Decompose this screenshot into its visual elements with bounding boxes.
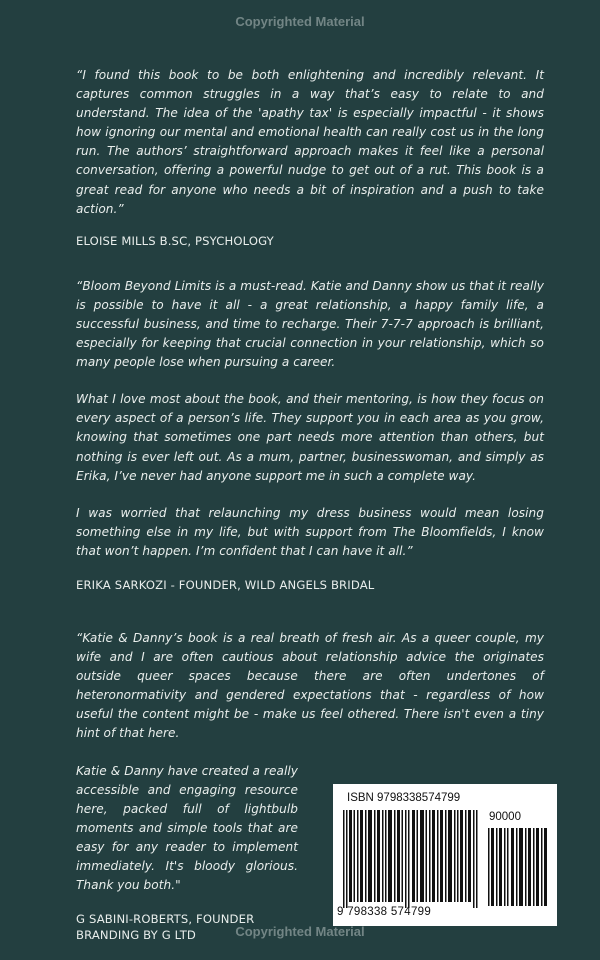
- testimonial-1-attribution: ELOISE MILLS B.SC, PSYCHOLOGY: [76, 233, 274, 248]
- isbn-barcode: [333, 784, 557, 926]
- testimonial-1-quote: “I found this book to be both enlightening and incredibly relevant. It captures common struggles in a way that’s easy to relate to and understand. The idea of the 'apathy tax' is especially impactful - it shows how ignoring our mental and emotional health can really cost us in the long run. The authors’ straightforward approach makes it feel like a personal conversation, offering a powerful nudge to get out of a rut. This book is a great read for anyone who needs a bit of inspiration and a push to take action.”: [76, 68, 544, 216]
- watermark-top: Copyrighted Material: [235, 14, 365, 29]
- testimonial-3-attribution-line1: G SABINI-ROBERTS, FOUNDER: [76, 912, 255, 927]
- testimonial-2-quote-p3: I was worried that relaunching my dress business would mean losing something else in my life, but with support from The Bloomfields, I know that won’t happen. I’m confident that I can have it all.”: [76, 505, 544, 558]
- testimonial-3-attribution-line2: BRANDING BY G LTD: [76, 928, 197, 943]
- testimonial-2-quote-p1: “Bloom Beyond Limits is a must-read. Katie and Danny show us that it really is possible to have it all - a great relationship, a happy family life, a successful business, and time to recharge. Their 7-7-7 approach is brilliant, especially for keeping that crucial connection in your relationship, which so many people lose when pursuing a career.: [76, 278, 544, 370]
- testimonial-3-quote-p1: “Katie & Danny’s book is a real breath of fresh air. As a queer couple, my wife and I are often cautious about relationship advice the originates outside queer spaces because there are often undertones of heteronormativity and gendered expectations that - regardless of how useful the content might be - make us feel othered. There isn't even a tiny hint of that here.: [76, 630, 544, 741]
- price-code: 90000: [489, 811, 521, 823]
- barcode-bars: [339, 810, 485, 908]
- testimonial-2-attribution: ERIKA SARKOZI - FOUNDER, WILD ANGELS BRIDAL: [76, 577, 375, 592]
- isbn-label: ISBN 9798338574799: [347, 792, 461, 804]
- addon-barcode-bars: [487, 828, 549, 906]
- barcode-digits: 9 798338 574799: [337, 906, 432, 918]
- testimonial-2-quote-p2: What I love most about the book, and their mentoring, is how they focus on every aspect of a person’s life. They support you in each area as you grow, knowing that sometimes one part needs more attention than others, but nothing is ever left out. As a mum, partner, businesswoman, and simply as Erika, I’ve never had anyone support me in such a complete way.: [76, 392, 544, 483]
- watermark-bottom: Copyrighted Material: [235, 924, 365, 939]
- testimonial-3-quote-p2: Katie & Danny have created a really accessible and engaging resource here, packed full of lightbulb moments and simple tools that are easy for any reader to implement immediately. It's bloody glorious. Thank you both.": [76, 763, 298, 893]
